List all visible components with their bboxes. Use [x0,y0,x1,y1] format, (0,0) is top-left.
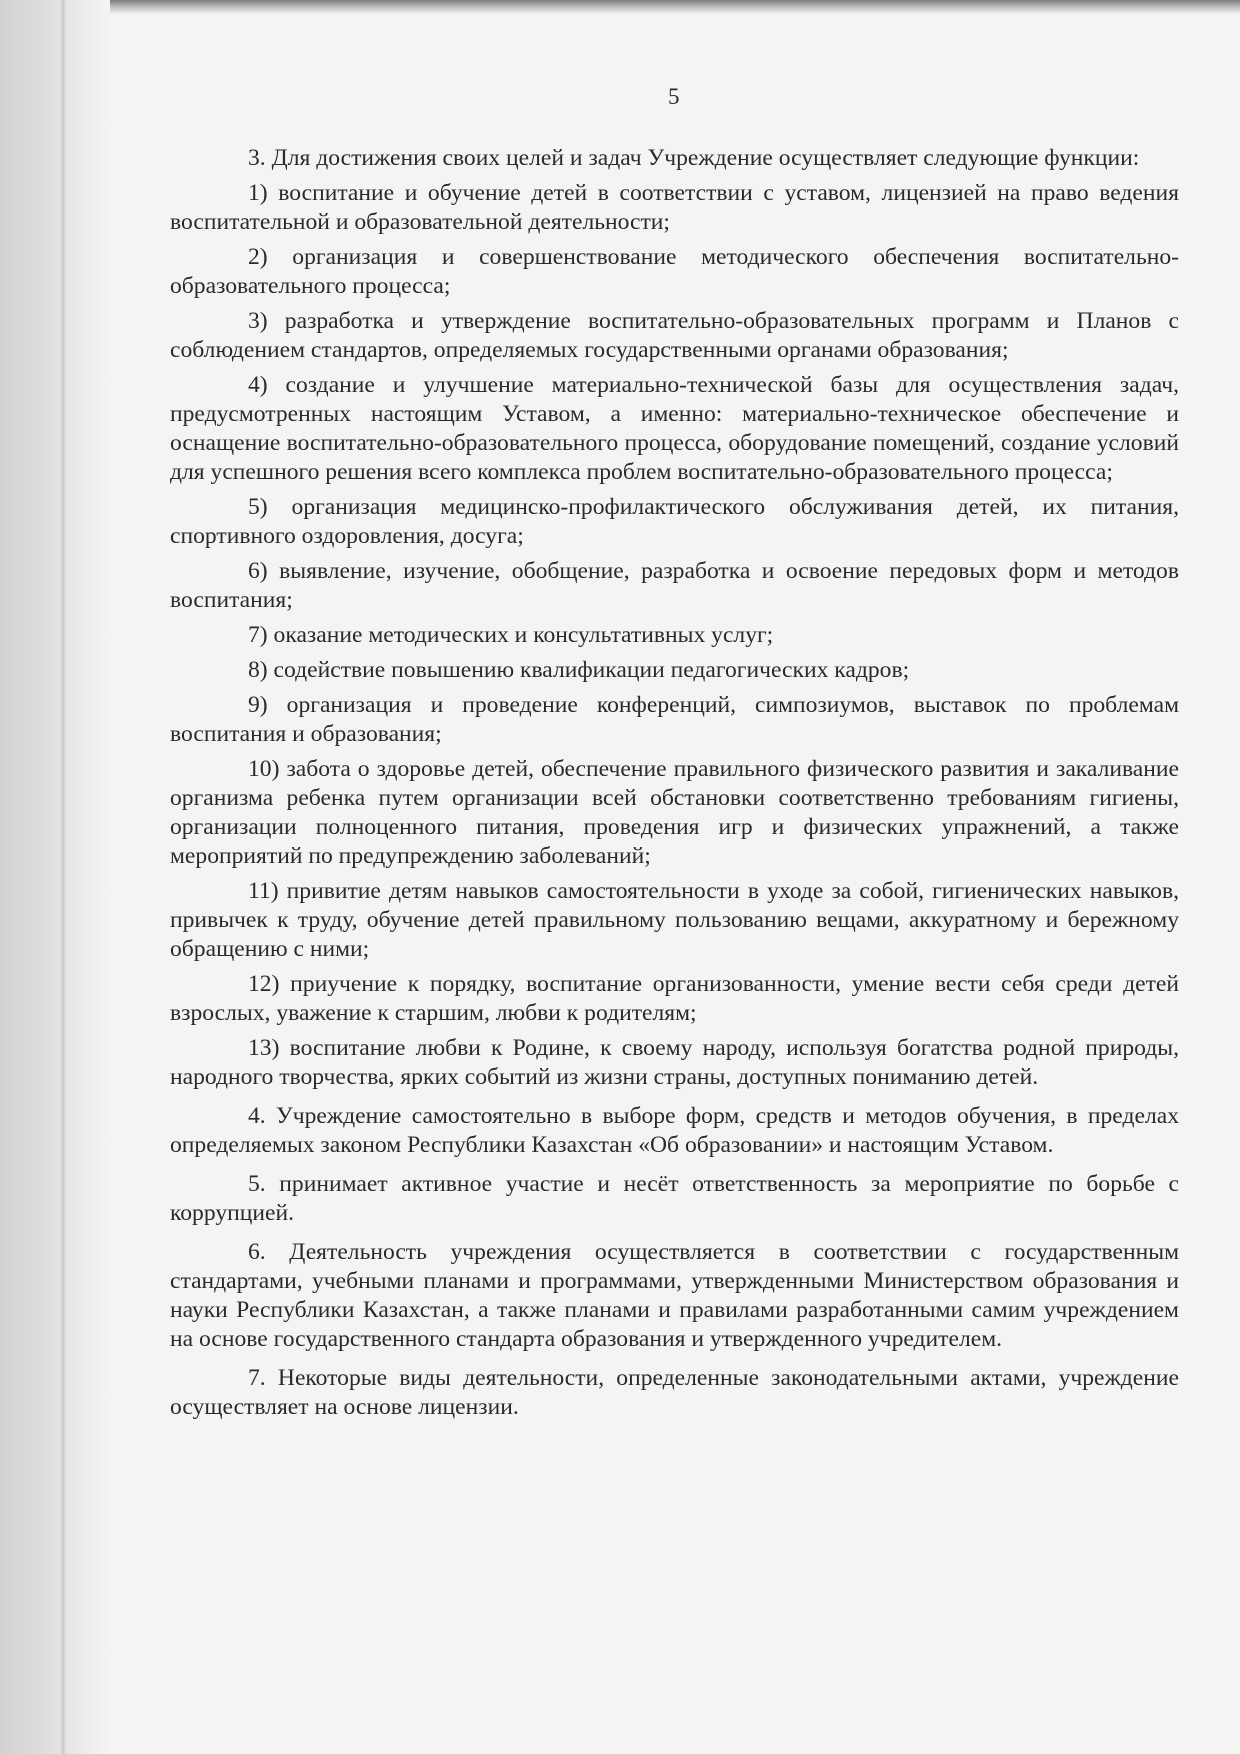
paragraph-function-7: 7) оказание методических и консультативных услуг; [248,622,774,648]
paragraph-clause-6: 6. Деятельность учреждения осуществляется в соответствии с государственным стандартами, учебными планами и программами, утвержденными Министерством образования и науки Республики Казахстан, а также планами и правилами разработанными самим учреждением на основе государственного стандарта образования и утвержденного учредителем. [170,1239,1179,1352]
paragraph-clause-5: 5. принимает активное участие и несёт ответственность за мероприятие по борьбе с коррупцией. [170,1171,1179,1226]
paragraph-clause-7: 7. Некоторые виды деятельности, определенные законодательными актами, учреждение осуществляет на основе лицензии. [170,1365,1179,1420]
document-body [170,144,1179,1428]
page-number: 5 [668,84,680,109]
paragraph-function-12: 12) приучение к порядку, воспитание организованности, умение вести себя среди детей взрослых, уважение к старшим, любви к родителям; [170,971,1179,1026]
paragraph-functions-intro: 3. Для достижения своих целей и задач Учреждение осуществляет следующие функции: [248,145,1140,171]
paragraph-function-1: 1) воспитание и обучение детей в соответствии с уставом, лицензией на право ведения воспитательной и образовательной деятельности; [170,180,1179,235]
paragraph-function-10: 10) забота о здоровье детей, обеспечение правильного физического развития и закаливание организма ребенка путем организации всей обстановки соответственно требованиям гигиены, организации полноценного питания, проведения игр и физических упражнений, а также мероприятий по предупреждению заболеваний; [170,756,1179,869]
paragraph-function-9: 9) организация и проведение конференций, симпозиумов, выставок по проблемам воспитания и образования; [170,692,1179,747]
paragraph-function-6: 6) выявление, изучение, обобщение, разработка и освоение передовых форм и методов воспитания; [170,558,1179,613]
paragraph-function-11: 11) привитие детям навыков самостоятельности в уходе за собой, гигиенических навыков, привычек к труду, обучение детей правильному пользованию вещами, аккуратному и бережному обращению с ними; [170,878,1179,962]
scan-binding-shadow [0,0,110,1754]
paragraph-function-5: 5) организация медицинско-профилактического обслуживания детей, их питания, спортивного оздоровления, досуга; [170,494,1179,549]
paragraph-function-3: 3) разработка и утверждение воспитательно-образовательных программ и Планов с соблюдением стандартов, определяемых государственными органами образования; [170,308,1179,363]
paragraph-function-13: 13) воспитание любви к Родине, к своему народу, используя богатства родной природы, народного творчества, ярких событий из жизни страны, доступных пониманию детей. [170,1035,1179,1090]
paragraph-clause-4: 4. Учреждение самостоятельно в выборе форм, средств и методов обучения, в пределах определяемых законом Республики Казахстан «Об образовании» и настоящим Уставом. [170,1103,1179,1158]
scan-top-shadow [0,0,1240,14]
scan-binding-edge [60,0,66,1754]
paragraph-function-2: 2) организация и совершенствование методического обеспечения воспитательно-образовательного процесса; [170,244,1179,299]
paragraph-function-8: 8) содействие повышению квалификации педагогических кадров; [248,657,910,683]
paragraph-function-4: 4) создание и улучшение материально-технической базы для осуществления задач, предусмотренных настоящим Уставом, а именно: материально-техническое обеспечение и оснащение воспитательно-образовательного процесса, оборудование помещений, создание условий для успешного решения всего комплекса проблем воспитательно-образовательного процесса; [170,372,1179,485]
